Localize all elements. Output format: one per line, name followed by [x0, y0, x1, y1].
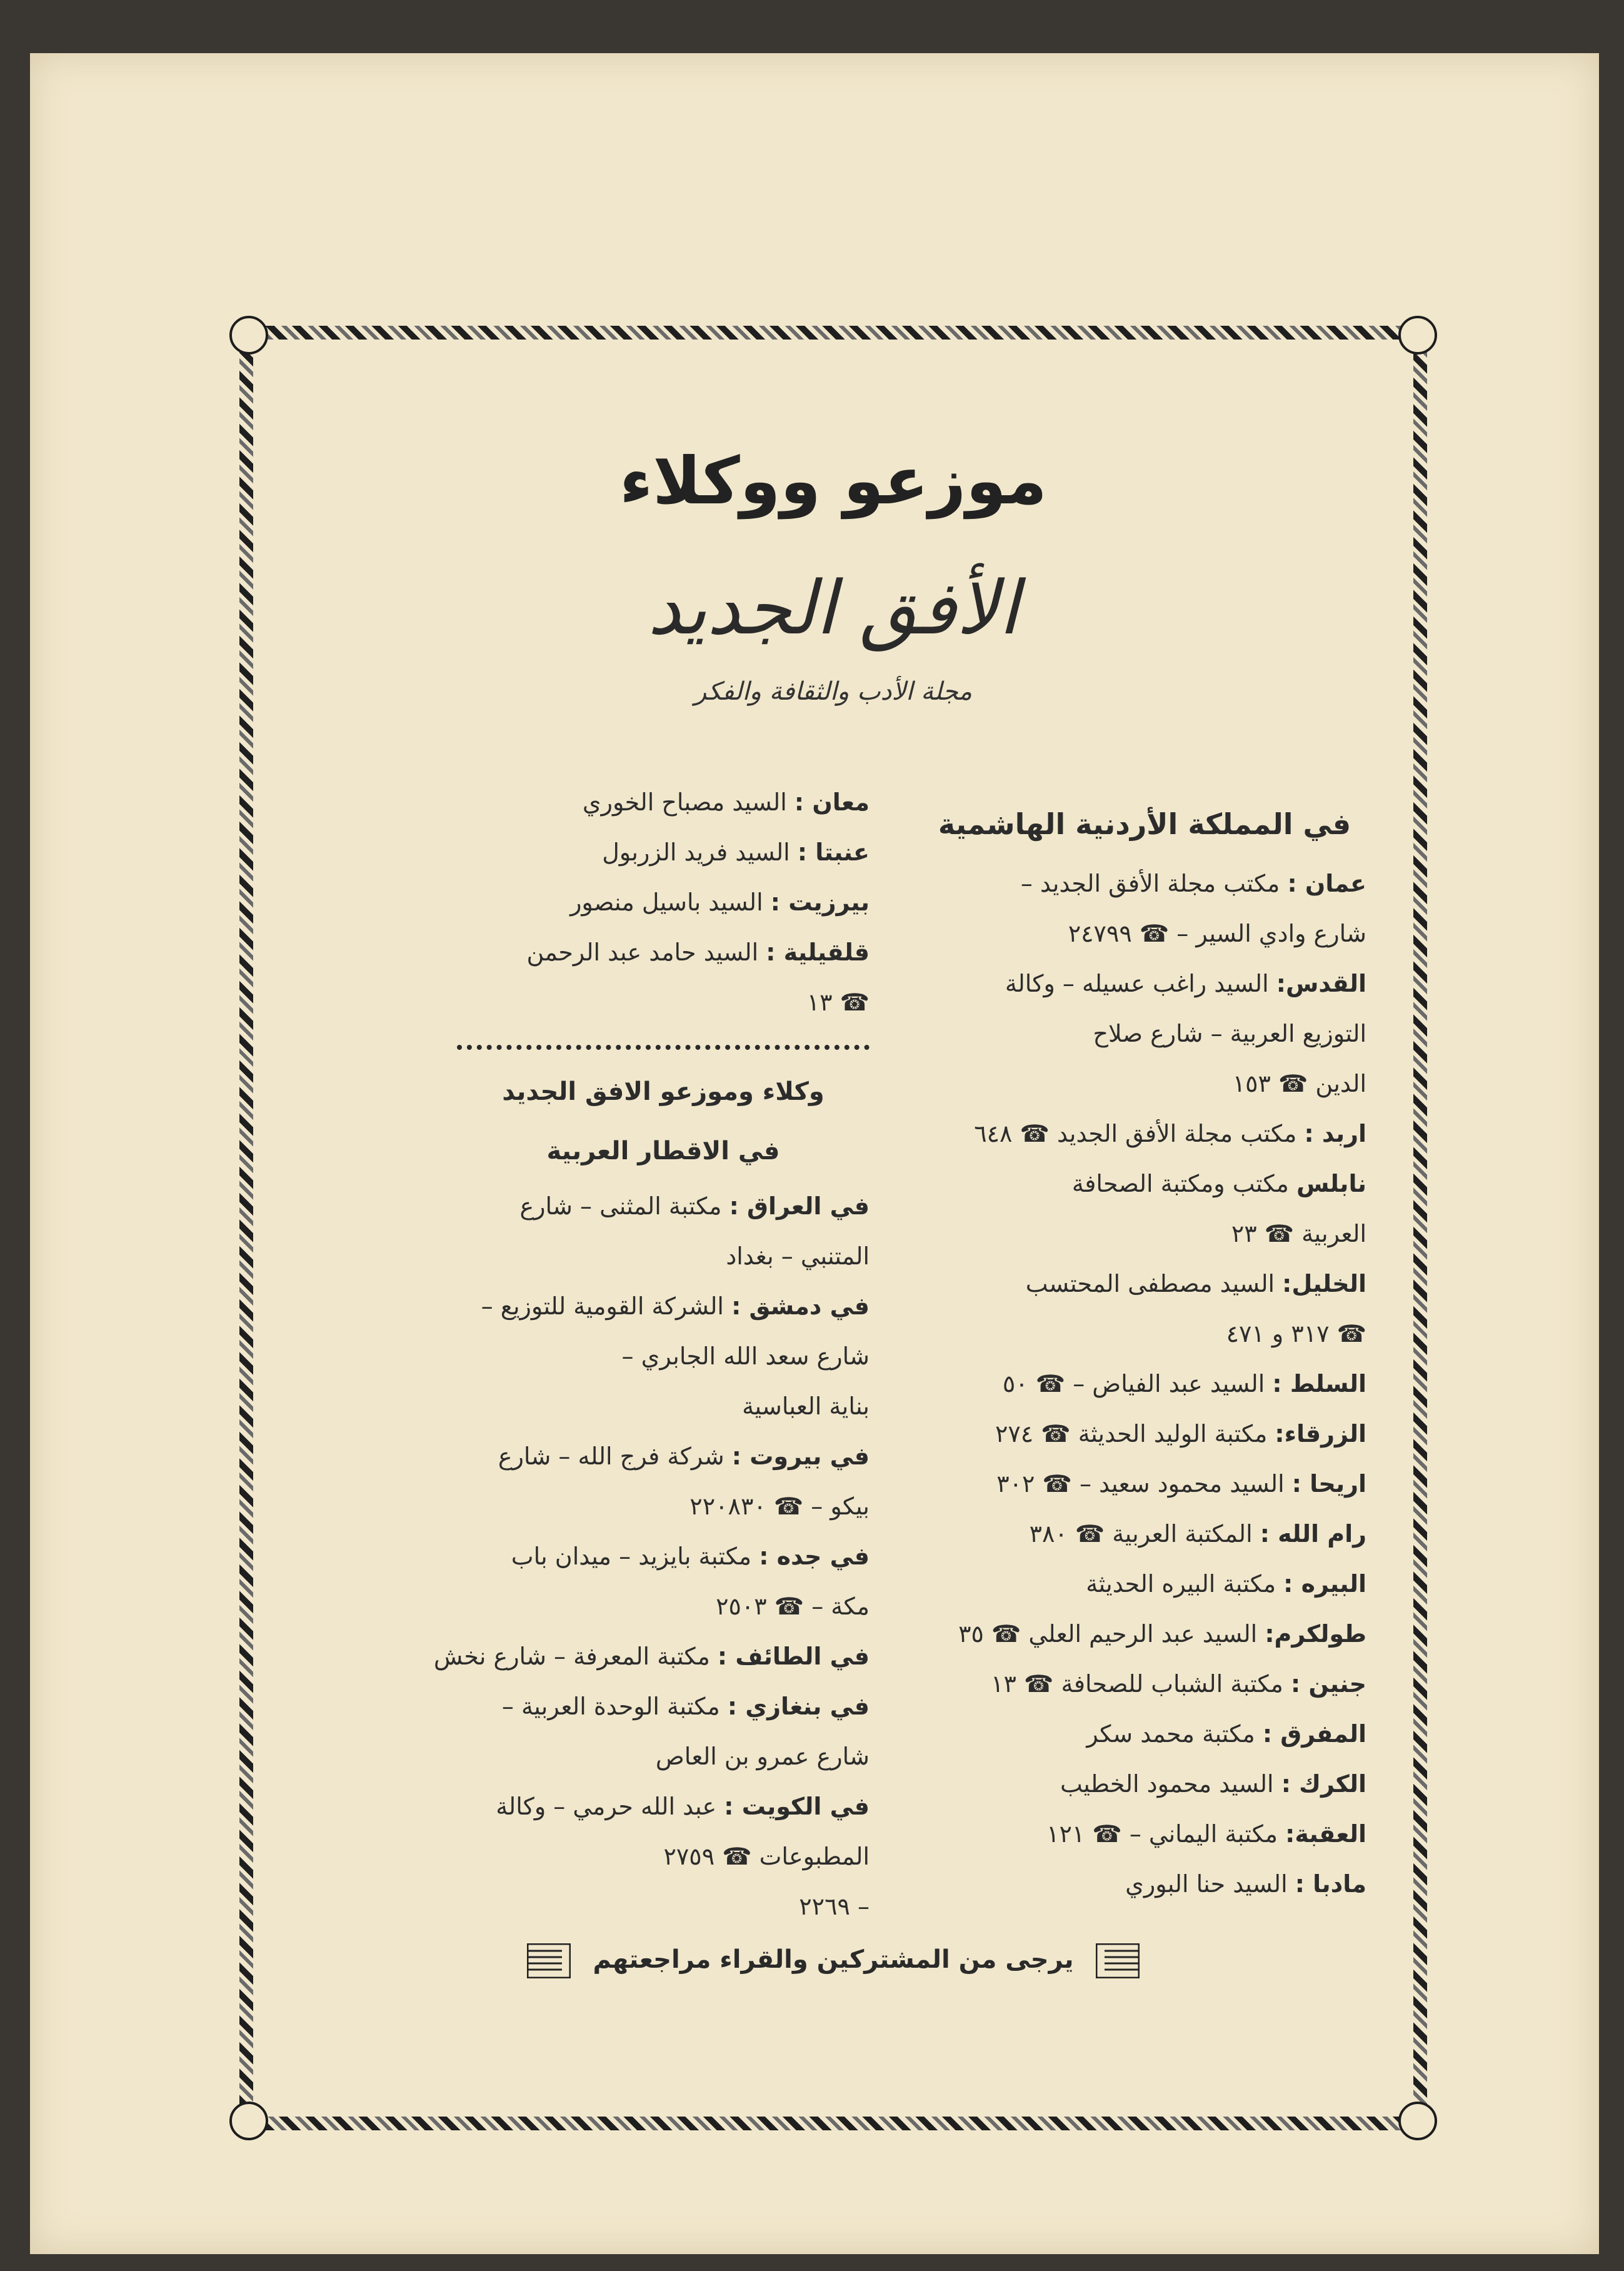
corner-ornament [1398, 316, 1437, 355]
distributor-detail: مكتبة الوحدة العربية – [501, 1693, 720, 1720]
distributor-detail: الدين ☎ ١٥٣ [1232, 1070, 1366, 1097]
distributor-detail: مكتبة الشباب للصحافة ☎ ١٣ [991, 1670, 1283, 1698]
distributor-detail: المطبوعات ☎ ٢٧٥٩ [663, 1843, 870, 1870]
distributor-detail: السيد حنا البوري [1125, 1870, 1288, 1898]
corner-ornament [229, 316, 268, 355]
location-label: القدس: [1276, 970, 1366, 997]
location-label: في الكويت : [724, 1793, 870, 1820]
distributor-detail: مكتبة بايزيد – ميدان باب [511, 1543, 752, 1570]
distributor-line [923, 1459, 1366, 1509]
distributor-line [923, 1659, 1366, 1709]
distributor-line [457, 827, 870, 877]
location-label: مادبا : [1295, 1870, 1366, 1898]
location-label: عنبتا : [797, 838, 870, 866]
distributor-line [923, 1409, 1366, 1459]
jordan-distributors-column [923, 790, 1366, 1909]
dotted-divider [457, 1045, 870, 1050]
jordan-list [923, 859, 1366, 1909]
distributor-detail: السيد عبد الرحيم العلي ☎ ٣٥ [958, 1620, 1258, 1648]
location-label: طولكرم: [1265, 1620, 1366, 1648]
distributor-detail: السيد راغب عسيله – وكالة [1005, 970, 1269, 997]
distributor-detail: مكتبة الوليد الحديثة ☎ ٢٧٤ [995, 1420, 1268, 1448]
distributor-line [457, 1281, 870, 1331]
jordan-heading: في المملكة الأردنية الهاشمية [938, 807, 1351, 841]
distributor-detail: السيد فريد الزربول [602, 838, 790, 866]
location-label: جنين : [1290, 1670, 1366, 1698]
distributor-detail: شركة فرج الله – شارع [498, 1443, 724, 1470]
location-label: المفرق : [1262, 1720, 1366, 1748]
corner-ornament [229, 2102, 268, 2140]
location-label: معان : [794, 788, 870, 816]
distributor-detail: عبد الله حرمي – وكالة [496, 1793, 717, 1820]
distributor-line [923, 1609, 1366, 1659]
distributor-line [457, 877, 870, 927]
location-label: في بنغازي : [727, 1693, 870, 1720]
distributor-line [923, 1809, 1366, 1859]
distributor-line [457, 1731, 870, 1781]
distributor-detail: بناية العباسية [742, 1392, 870, 1420]
distributor-detail: بيكو – ☎ ٢٢٠٨٣٠ [689, 1493, 870, 1520]
location-label: في جده : [759, 1543, 870, 1570]
lines-ornament-icon [527, 1943, 571, 1978]
distributor-line [433, 1631, 870, 1681]
distributor-detail: مكة – ☎ ٢٥٠٣ [716, 1593, 870, 1620]
location-label: رام الله : [1260, 1520, 1366, 1548]
location-label: بيرزيت : [770, 889, 870, 916]
distributor-detail: المكتبة العربية ☎ ٣٨٠ [1029, 1520, 1253, 1548]
distributor-line [923, 1359, 1366, 1409]
distributor-line [923, 1109, 1366, 1159]
distributor-line [457, 1231, 870, 1281]
distributor-line [923, 1709, 1366, 1759]
location-label: اربد : [1304, 1120, 1366, 1147]
distributor-line [457, 1581, 870, 1631]
arab-countries-list [433, 1181, 870, 1931]
footer-text: يرجى من المشتركين والقراء مراجعتهم [593, 1945, 1074, 1974]
distributor-line [457, 1481, 870, 1531]
distributor-line [457, 777, 870, 827]
distributor-line [923, 1009, 1366, 1059]
distributor-detail: شارع سعد الله الجابري – [621, 1342, 870, 1370]
distributor-detail: مكتبة المعرفة – شارع نخش [433, 1643, 710, 1670]
distributor-detail: مكتب مجلة الأفق الجديد ☎ ٦٤٨ [974, 1120, 1297, 1147]
location-label: في العراق : [729, 1192, 870, 1220]
distributor-line [457, 977, 870, 1027]
distributor-detail: مكتبة المثنى – شارع [519, 1192, 722, 1220]
distributor-line [457, 1681, 870, 1731]
arab-heading-1: وكلاء وموزعو الافق الجديد [502, 1077, 825, 1106]
distributor-detail: ☎ ٣١٧ و ٤٧١ [1226, 1320, 1366, 1347]
page-sheet [30, 53, 1599, 2254]
magazine-tagline: مجلة الأدب والثقافة والفكر [694, 677, 973, 706]
distributor-detail: المتنبي – بغداد [726, 1242, 870, 1270]
distributor-detail: التوزيع العربية – شارع صلاح [1093, 1020, 1366, 1047]
distributor-line [923, 1509, 1366, 1559]
distributor-line [457, 1431, 870, 1481]
location-label: السلط : [1272, 1370, 1366, 1397]
distributor-detail: ☎ ١٣ [806, 989, 870, 1016]
distributor-line [457, 1881, 870, 1931]
decorative-rope-border [239, 326, 1427, 2130]
distributor-line [923, 1209, 1366, 1259]
distributor-line [923, 959, 1366, 1009]
other-distributors-column [433, 777, 870, 1931]
distributor-detail: السيد مصطفى المحتسب [1025, 1270, 1275, 1297]
distributor-detail: مكتبة محمد سكر [1086, 1720, 1255, 1748]
distributor-detail: مكتبة البيره الحديثة [1086, 1570, 1276, 1598]
west-bank-list [457, 777, 870, 1027]
distributor-line [457, 1531, 870, 1581]
distributor-line [923, 1159, 1366, 1209]
distributor-line [923, 1259, 1366, 1309]
distributor-detail: – ٢٢٦٩ [799, 1893, 870, 1920]
distributor-detail: السيد محمود الخطيب [1060, 1770, 1274, 1798]
footer-note [253, 1943, 1413, 1978]
distributor-detail: السيد محمود سعيد – ☎ ٣٠٢ [996, 1470, 1285, 1498]
location-label: الكرك : [1281, 1770, 1366, 1798]
distributor-line [457, 927, 870, 977]
distributor-detail: السيد عبد الفياض – ☎ ٥٠ [1002, 1370, 1265, 1397]
distributor-detail: الشركة القومية للتوزيع – [481, 1292, 724, 1320]
page-title: موزعو ووكلاء [619, 443, 1047, 519]
distributor-line [457, 1781, 870, 1831]
location-label: اريحا : [1291, 1470, 1366, 1498]
distributor-line [923, 1759, 1366, 1809]
distributor-line [923, 859, 1366, 909]
distributor-detail: مكتب ومكتبة الصحافة [1071, 1170, 1289, 1197]
distributor-line [923, 909, 1366, 959]
location-label: الخليل: [1282, 1270, 1366, 1297]
distributor-line [457, 1181, 870, 1231]
distributor-detail: شارع وادي السير – ☎ ٢٤٧٩٩ [1068, 920, 1366, 947]
distributor-line [457, 1381, 870, 1431]
distributor-line [923, 1059, 1366, 1109]
location-label: العقبة: [1285, 1820, 1366, 1848]
location-label: الزرقاء: [1275, 1420, 1366, 1448]
distributor-detail: شارع عمرو بن العاص [655, 1743, 870, 1770]
location-label: نابلس [1296, 1170, 1366, 1197]
distributor-line [457, 1831, 870, 1881]
corner-ornament [1398, 2102, 1437, 2140]
location-label: قلقيلية : [766, 939, 870, 966]
location-label: البيره : [1283, 1570, 1366, 1598]
location-label: في بيروت : [731, 1443, 870, 1470]
distributor-line [923, 1559, 1366, 1609]
distributor-line [923, 1859, 1366, 1909]
distributor-detail: مكتب مجلة الأفق الجديد – [1020, 870, 1280, 897]
distributor-line [923, 1309, 1366, 1359]
location-label: عمان : [1287, 870, 1366, 897]
location-label: في دمشق : [731, 1292, 870, 1320]
distributor-detail: السيد باسيل منصور [570, 889, 763, 916]
distributor-detail: السيد مصباح الخوري [582, 788, 787, 816]
distributor-detail: مكتبة اليماني – ☎ ١٢١ [1046, 1820, 1278, 1848]
distributor-detail: السيد حامد عبد الرحمن [526, 939, 759, 966]
magazine-logo: الأفق الجديد [647, 565, 1020, 651]
arab-heading-2: في الاقطار العربية [546, 1137, 780, 1166]
distributor-detail: العربية ☎ ٢٣ [1231, 1220, 1366, 1247]
lines-ornament-icon [1096, 1943, 1140, 1978]
distributor-line [457, 1331, 870, 1381]
location-label: في الطائف : [717, 1643, 870, 1670]
